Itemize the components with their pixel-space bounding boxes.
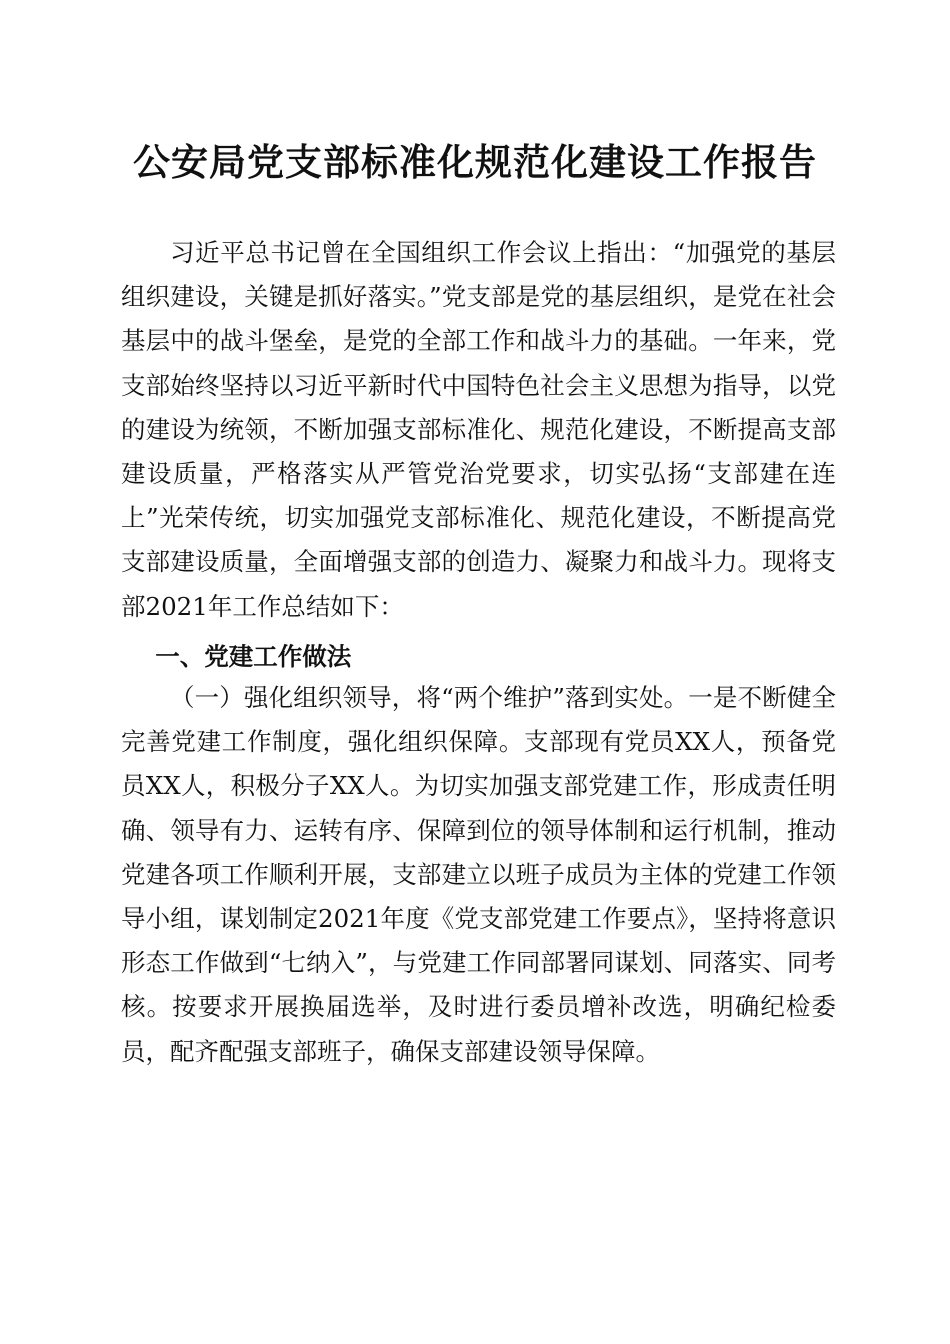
document-title: 公安局党支部标准化规范化建设工作报告 <box>133 140 817 184</box>
section-paragraph: （一）强化组织领导，将“两个维护”落到实处。一是不断健全完善党建工作制度，强化组织保障。支部现有党员XX人，预备党员XX人，积极分子XX人。为切实加强支部党建工作，形成责任明确、领导有力、运转有序、保障到位的领导体制和运行机制，推动党建各项工作顺利开展，支部建立以班子成员为主体的党建工作领导小组，谋划制定2021年度《党支部党建工作要点》，坚持将意识形态工作做到“七纳入”，与党建工作同部署同谋划、同落实、同考核。按要求开展换届选举，及时进行委员增补改选，明确纪检委员，配齐配强支部班子，确保支部建设领导保障。 <box>121 683 836 1066</box>
section-heading: 一、党建工作做法 <box>155 642 352 671</box>
intro-paragraph: 习近平总书记曾在全国组织工作会议上指出：“加强党的基层组织建设，关键是抓好落实。”党支部是党的基层组织，是党在社会基层中的战斗堡垒，是党的全部工作和战斗力的基础。一年来，党支部始终坚持以习近平新时代中国特色社会主义思想为指导，以党的建设为统领，不断加强支部标准化、规范化建设，不断提高支部建设质量，严格落实从严管党治党要求，切实弘扬“支部建在连上”光荣传统，切实加强党支部标准化、规范化建设，不断提高党支部建设质量，全面增强支部的创造力、凝聚力和战斗力。现将支部2021年工作总结如下： <box>121 238 836 621</box>
